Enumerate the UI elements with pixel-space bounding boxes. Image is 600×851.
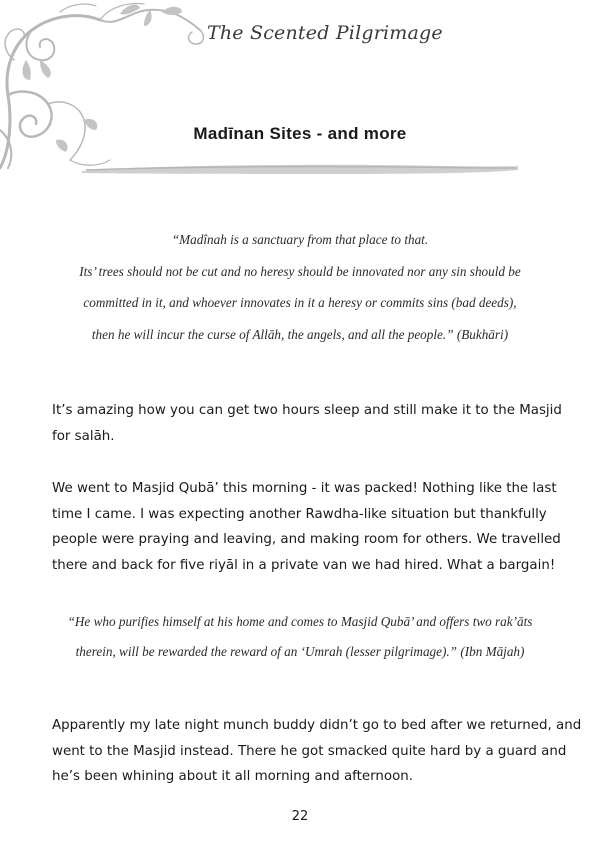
quote-line: then he will incur the curse of Allāh, the angels, and all the people.” (Bukhāri) xyxy=(91,326,509,342)
paragraph-line: We went to Masjid Qubā’ this morning - it was packed! Nothing like the last xyxy=(52,481,557,496)
page-number: 22 xyxy=(291,809,309,824)
quote-line: committed in it, and whoever innovates in it a heresy or commits sins (bad deeds), xyxy=(83,295,517,310)
quote-line: therein, will be rewarded the reward of an ‘Umrah (lesser pilgrimage).” (Ibn Mājah) xyxy=(75,644,525,659)
paragraph-line: Apparently my late night munch buddy didn’t go to bed after we returned, and xyxy=(52,718,582,733)
title-underline-divider xyxy=(80,162,520,176)
paragraph-line: people were praying and leaving, and making room for others. We travelled xyxy=(52,532,561,547)
paragraph-munch-buddy xyxy=(52,714,582,791)
paragraph-line: went to the Masjid instead. There he got smacked quite hard by a guard and xyxy=(52,743,567,759)
paragraph-sleep xyxy=(52,399,562,450)
quote-line: Its’ trees should not be cut and no heresy should be innovated nor any sin should be xyxy=(79,263,521,279)
paragraph-line: he’s been whining about it all morning and afternoon. xyxy=(52,769,414,784)
quote-line: “Madînah is a sanctuary from that place to that. xyxy=(171,232,429,247)
paragraph-masjid-quba xyxy=(52,477,562,579)
paragraph-line: It’s amazing how you can get two hours sleep and still make it to the Masjid xyxy=(52,403,562,418)
quote-line: “He who purifies himself at his home and comes to Masjid Qubā’ and offers two rak’āts xyxy=(67,614,533,629)
chapter-title: Madīnan Sites - and more xyxy=(193,124,407,143)
hadith-quote-quba xyxy=(0,611,600,671)
book-title: The Scented Pilgrimage xyxy=(207,22,443,44)
paragraph-line: there and back for five riyāl in a private van we had hired. What a bargain! xyxy=(52,557,556,573)
paragraph-line: for salāh. xyxy=(52,428,115,444)
paragraph-line: time I came. I was expecting another Rawdha-like situation but thankfully xyxy=(52,506,547,522)
hadith-quote-madinah xyxy=(0,229,600,355)
